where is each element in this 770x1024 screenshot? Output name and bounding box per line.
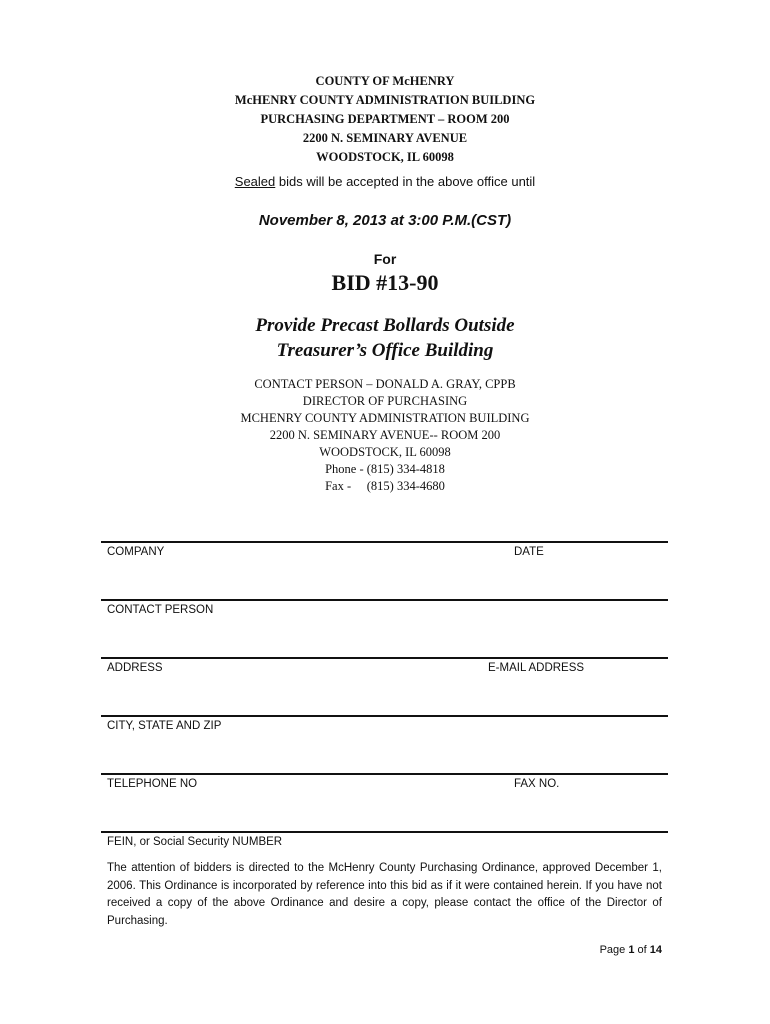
contact-line: Fax - (815) 334-4680 bbox=[325, 479, 445, 493]
header-line: McHENRY COUNTY ADMINISTRATION BUILDING bbox=[234, 93, 536, 107]
page-label: Page bbox=[599, 944, 629, 956]
project-title-line: Treasurer’s Office Building bbox=[276, 340, 494, 361]
bid-deadline: November 8, 2013 at 3:00 P.M.(CST) bbox=[258, 212, 512, 229]
header-line: WOODSTOCK, IL 60098 bbox=[316, 150, 454, 164]
contact-person-label: CONTACT PERSON bbox=[107, 604, 214, 616]
sealed-notice-text: bids will be accepted in the above office until bbox=[275, 174, 536, 189]
contact-block bbox=[0, 376, 770, 495]
email-label: E-MAIL ADDRESS bbox=[488, 662, 585, 674]
city-state-zip-label: CITY, STATE AND ZIP bbox=[107, 720, 222, 732]
contact-line: WOODSTOCK, IL 60098 bbox=[319, 445, 451, 459]
for-label: For bbox=[373, 251, 397, 267]
header-line: 2200 N. SEMINARY AVENUE bbox=[302, 131, 468, 145]
page-current: 1 bbox=[628, 944, 635, 956]
contact-line: 2200 N. SEMINARY AVENUE-- ROOM 200 bbox=[269, 428, 501, 442]
project-title-line: Provide Precast Bollards Outside bbox=[255, 315, 515, 336]
company-label: COMPANY bbox=[107, 546, 165, 558]
address-field[interactable] bbox=[101, 657, 668, 715]
company-field[interactable] bbox=[101, 541, 668, 599]
sealed-bids-notice bbox=[0, 174, 770, 189]
date-label: DATE bbox=[514, 546, 544, 558]
telephone-label: TELEPHONE NO bbox=[107, 778, 198, 790]
city-state-zip-field[interactable] bbox=[101, 715, 668, 773]
sealed-word: Sealed bbox=[234, 174, 276, 189]
fein-label: FEIN, or Social Security NUMBER bbox=[107, 836, 283, 848]
contact-line: CONTACT PERSON – DONALD A. GRAY, CPPB bbox=[254, 377, 516, 391]
contact-line: DIRECTOR OF PURCHASING bbox=[302, 394, 468, 408]
page-total: 14 bbox=[649, 944, 662, 956]
county-header bbox=[0, 72, 770, 167]
fein-field[interactable] bbox=[101, 831, 668, 855]
bid-number: BID #13-90 bbox=[331, 270, 439, 295]
contact-person-field[interactable] bbox=[101, 599, 668, 657]
header-line: PURCHASING DEPARTMENT – ROOM 200 bbox=[260, 112, 510, 126]
fax-label: FAX NO. bbox=[514, 778, 560, 790]
header-line: COUNTY OF McHENRY bbox=[315, 74, 455, 88]
telephone-field[interactable] bbox=[101, 773, 668, 831]
ordinance-notice: The attention of bidders is directed to the McHenry County Purchasing Ordinance, approved December 1, 2006. This Ordinance is incorporated by reference into this bid as if it were contained herein. If you have not received a copy of the above Ordinance and desire a copy, please contact the office of the Director of Purchasing. bbox=[107, 862, 662, 927]
contact-line: MCHENRY COUNTY ADMINISTRATION BUILDING bbox=[240, 411, 530, 425]
address-label: ADDRESS bbox=[107, 662, 163, 674]
page-of: of bbox=[634, 944, 650, 956]
contact-line: Phone - (815) 334-4818 bbox=[325, 462, 445, 476]
page-number bbox=[600, 944, 662, 956]
project-title bbox=[0, 313, 770, 363]
